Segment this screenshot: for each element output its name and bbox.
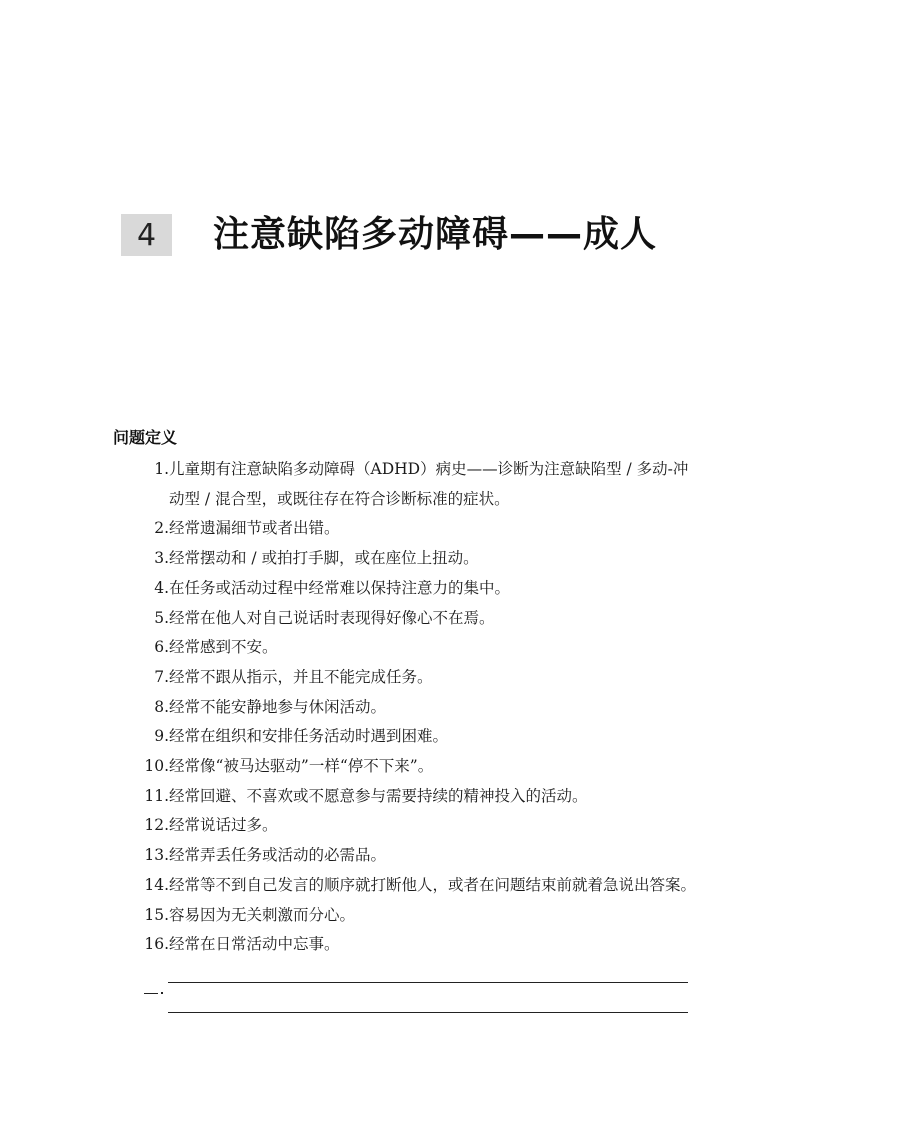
list-item — [142, 663, 702, 693]
item-text: 容易因为无关刺激而分心。 — [169, 905, 356, 924]
list-item — [142, 693, 702, 723]
item-number: 8. — [154, 697, 169, 716]
chapter-number-text: 4 — [136, 217, 157, 253]
list-item — [142, 604, 702, 634]
item-text: 经常等不到自己发言的顺序就打断他人，或者在问题结束前就着急说出答案。 — [169, 875, 697, 894]
item-number: 4. — [154, 578, 169, 597]
item-number: 16. — [144, 935, 169, 954]
item-text: 经常遗漏细节或者出错。 — [169, 519, 340, 538]
item-text: 经常弄丢任务或活动的必需品。 — [169, 846, 387, 865]
item-text: 经常像“被马达驱动”一样“停不下来”。 — [169, 757, 434, 776]
list-item — [142, 782, 702, 812]
item-number: 15. — [144, 905, 169, 924]
list-item — [142, 841, 702, 871]
item-number: 3. — [154, 549, 169, 568]
blank-number-dot — [161, 992, 163, 994]
chapter-number — [121, 214, 172, 256]
item-text: 经常感到不安。 — [169, 638, 278, 657]
list-item — [142, 514, 702, 544]
list-item — [142, 544, 702, 574]
list-item — [142, 752, 702, 782]
item-number: 7. — [154, 667, 169, 686]
item-number: 14. — [144, 875, 169, 894]
item-number: 6. — [154, 638, 169, 657]
item-text: 儿童期有注意缺陷多动障碍（ADHD）病史——诊断为注意缺陷型 / 多动-冲动型 / 混合型，或既往存在符合诊断标准的症状。 — [169, 460, 689, 508]
list-item — [142, 930, 702, 960]
section-heading: 问题定义 — [113, 428, 178, 447]
item-number: 1. — [154, 460, 169, 478]
list-item — [142, 455, 702, 514]
item-number: 2. — [154, 519, 169, 538]
item-text: 在任务或活动过程中经常难以保持注意力的集中。 — [169, 578, 511, 597]
item-text: 经常不跟从指示，并且不能完成任务。 — [169, 667, 433, 686]
item-text: 经常回避、不喜欢或不愿意参与需要持续的精神投入的活动。 — [169, 786, 588, 805]
write-in-line-2 — [168, 1012, 688, 1013]
list-item — [142, 901, 702, 931]
list-item — [142, 811, 702, 841]
problem-definition-list — [142, 455, 702, 960]
item-text: 经常摆动和 / 或拍打手脚，或在座位上扭动。 — [169, 549, 479, 568]
list-item — [142, 722, 702, 752]
blank-number-line — [144, 993, 158, 994]
chapter-title: 注意缺陷多动障碍——成人 — [213, 214, 658, 255]
item-text: 经常在他人对自己说话时表现得好像心不在焉。 — [169, 608, 495, 627]
item-number: 10. — [144, 757, 169, 776]
item-number: 12. — [144, 816, 169, 835]
list-item — [142, 574, 702, 604]
item-text: 经常在组织和安排任务活动时遇到困难。 — [169, 727, 449, 746]
item-text: 经常不能安静地参与休闲活动。 — [169, 697, 387, 716]
item-text: 经常在日常活动中忘事。 — [169, 935, 340, 954]
blank-number-placeholder — [142, 978, 168, 996]
item-number: 9. — [154, 727, 169, 746]
item-number: 11. — [144, 786, 169, 805]
item-text: 经常说话过多。 — [169, 816, 278, 835]
write-in-line-1 — [168, 982, 688, 983]
list-item — [142, 871, 702, 901]
list-item — [142, 633, 702, 663]
item-number: 13. — [144, 846, 169, 865]
blank-entry-row — [142, 966, 688, 996]
item-number: 5. — [154, 608, 169, 627]
